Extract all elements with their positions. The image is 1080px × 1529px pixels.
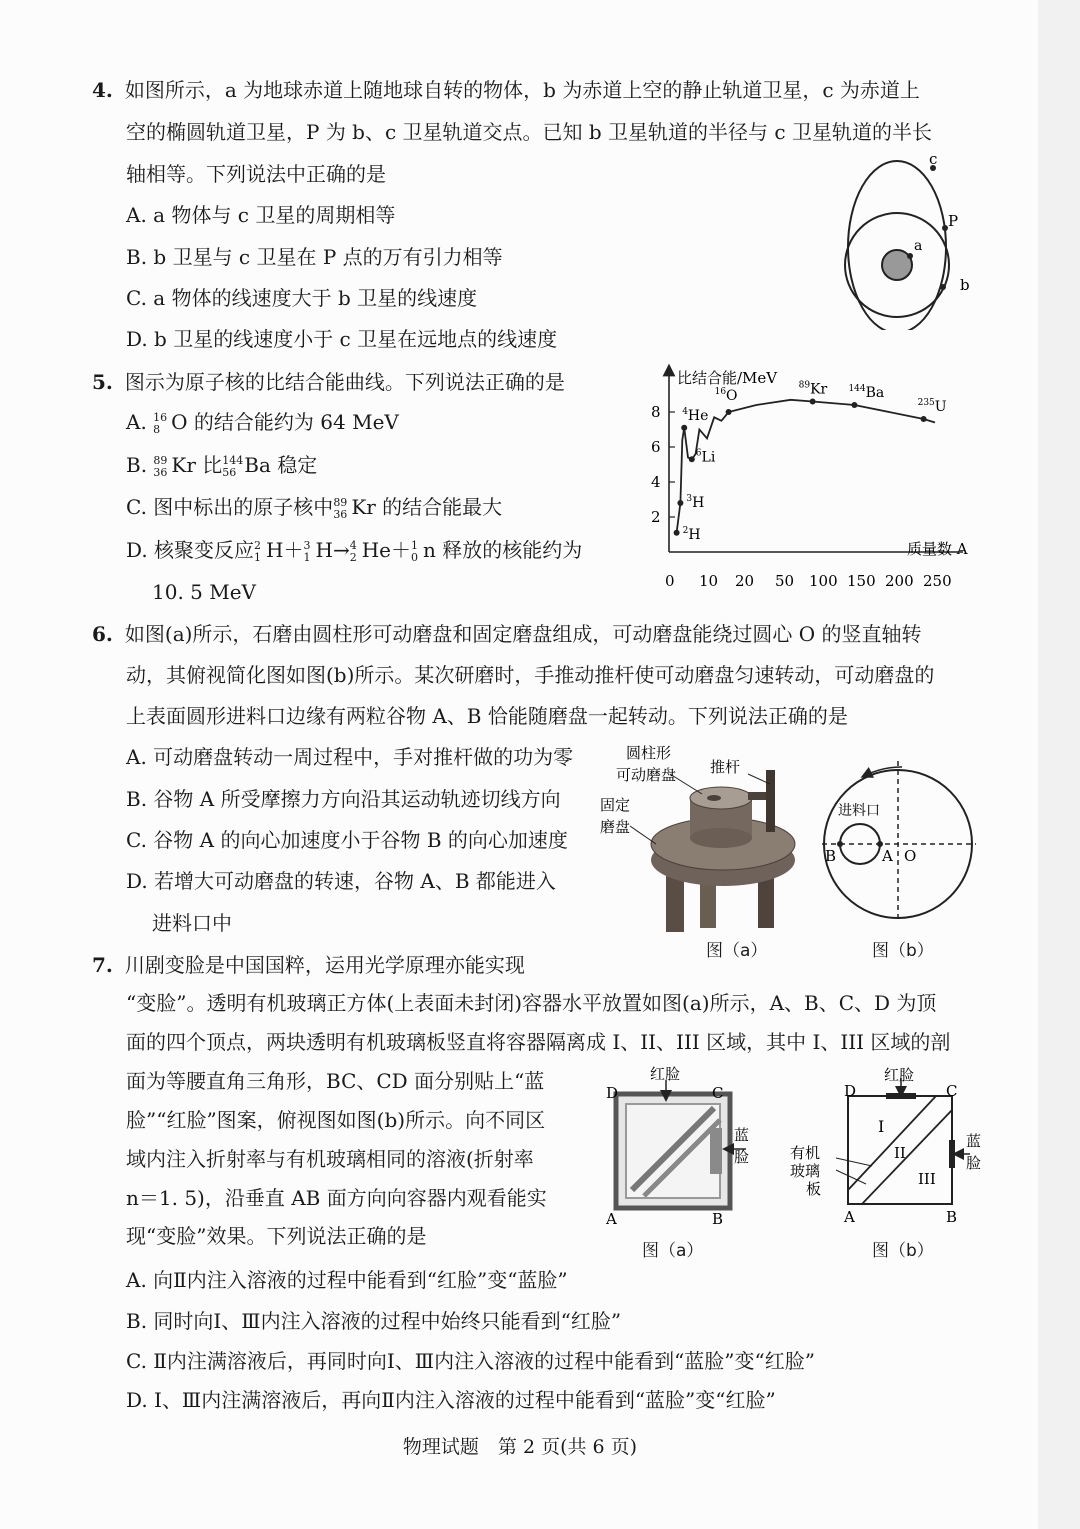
label-a: A: [882, 847, 893, 865]
label-d: D: [606, 1084, 619, 1102]
label-b: B: [712, 1210, 724, 1228]
isotope-symbol: H: [692, 495, 705, 511]
label-c: C: [946, 1082, 958, 1100]
isotope-symbol: He: [687, 407, 709, 424]
push-rod: [766, 770, 775, 832]
q4-option-c: C. a 物体的线速度大于 b 卫星的线速度: [126, 286, 478, 310]
feed-inlet: [707, 795, 721, 801]
x-tick-label: 150: [847, 572, 876, 590]
q7-stem-4: 面为等腰直角三角形，BC、CD 面分别贴上“蓝: [126, 1069, 545, 1093]
q7-stem-2: “变脸”。透明有机玻璃正方体(上表面未封闭)容器水平放置如图(a)所示，A、B、C、D 为顶: [126, 991, 937, 1015]
y-tick-label: 2: [651, 508, 661, 526]
q6-line-1: [92, 622, 922, 646]
q6-option-c: C. 谷物 A 的向心加速度小于谷物 B 的向心加速度: [126, 828, 568, 852]
page-edge: [1038, 0, 1080, 1529]
q7-figure-a-caption: 图（a）: [642, 1241, 704, 1261]
q4-line-1: [92, 78, 920, 102]
isotope-mass: 3: [686, 494, 693, 504]
q6-option-d: D. 若增大可动磨盘的转速，谷物 A、B 都能进入: [126, 869, 556, 893]
q6-number: 6.: [92, 622, 113, 646]
q5-option-b: B. 89 36 Kr 比 144 56 Ba 稳定: [126, 453, 318, 479]
label-blue-1: 蓝: [966, 1132, 982, 1150]
q7-stem-8: 现“变脸”效果。下列说法正确的是: [126, 1224, 427, 1248]
label-push-rod: 推杆: [710, 758, 741, 776]
q7-number: 7.: [92, 953, 113, 977]
q7-option-b: B. 同时向Ⅰ、Ⅲ内注入溶液的过程中始终只能看到“红脸”: [126, 1309, 622, 1333]
q6-stem-3: 上表面圆形进料口边缘有两粒谷物 A、B 恰能随磨盘一起转动。下列说法正确的是: [126, 704, 848, 728]
isotope-mass: 16: [714, 387, 727, 397]
label-p: P: [948, 212, 959, 230]
data-point-89Kr: [810, 399, 816, 405]
data-label-4He: [682, 407, 708, 424]
x-tick-label: 50: [775, 572, 795, 590]
label-c: C: [712, 1084, 724, 1102]
binding-energy-curve: [677, 400, 935, 533]
q4-stem-1: 如图所示，a 为地球赤道上随地球自转的物体，b 为赤道上空的静止轨道卫星，c 为赤道上: [124, 78, 920, 102]
isotope-mass: 144: [848, 384, 866, 394]
y-tick-label: 6: [651, 438, 661, 456]
data-label-235U: [918, 398, 947, 415]
q6-stem-2: 动，其俯视简化图如图(b)所示。某次研磨时，手推动推杆使可动磨盘匀速转动，可动磨盘的: [126, 663, 935, 687]
data-point-1H: [674, 530, 680, 536]
x-tick-label: 0: [665, 572, 675, 590]
isotope-mass: 6: [695, 448, 702, 459]
region-ii-label: II: [894, 1144, 906, 1162]
isotope-symbol: Li: [701, 449, 716, 466]
label-b: B: [825, 847, 837, 865]
label-blue-2: 脸: [966, 1154, 982, 1172]
label-blue-2: 脸: [734, 1148, 750, 1166]
q5-option-d-line2: 10. 5 MeV: [152, 580, 257, 604]
q6-option-b: B. 谷物 A 所受摩擦力方向沿其运动轨迹切线方向: [126, 787, 561, 811]
q7-option-d: D. Ⅰ、Ⅲ内注满溶液后，再向Ⅱ内注入溶液的过程中能看到“蓝脸”变“红脸”: [126, 1388, 776, 1412]
x-axis-label: 质量数 A: [907, 540, 968, 558]
data-point-3H: [677, 500, 683, 506]
face-container-top-view: [786, 1066, 990, 1231]
point-b: [940, 284, 946, 290]
data-label-6Li: [696, 448, 716, 465]
label-cylindrical: 圆柱形: [626, 744, 672, 762]
label-blue-1: 蓝: [734, 1126, 750, 1144]
data-point-4He: [681, 425, 687, 431]
q5-option-a: A. 16 8 O 的结合能约为 64 MeV: [126, 410, 399, 436]
movable-stone-bottom: [690, 828, 752, 848]
label-fixed-stone: 磨盘: [600, 818, 631, 836]
q6-stem-1: 如图(a)所示，石磨由圆柱形可动磨盘和固定磨盘组成，可动磨盘能绕过圆心 O 的竖直轴转: [124, 622, 922, 646]
label-a: A: [606, 1210, 617, 1228]
isotope-symbol: O: [726, 388, 738, 404]
q7-stem-1: 川剧变脸是中国国粹，运用光学原理亦能实现: [124, 953, 525, 977]
label-glass-2: 玻璃: [790, 1162, 821, 1180]
region-iii-label: III: [918, 1170, 936, 1188]
label-inlet: 进料口: [838, 803, 880, 819]
data-point-16O: [726, 409, 732, 415]
isotope-mass: 4: [682, 406, 688, 417]
binding-energy-chart: [645, 362, 995, 597]
q4-option-d: D. b 卫星的线速度小于 c 卫星在远地点的线速度: [126, 327, 558, 351]
millstone-top-view: [820, 755, 980, 925]
isotope-mass: 235: [917, 398, 935, 408]
x-tick-label: 200: [885, 572, 914, 590]
grain-b: [837, 841, 843, 847]
data-point-144Ba: [851, 402, 857, 408]
q4-orbit-figure: [840, 150, 990, 330]
blue-face-sticker: [949, 1140, 955, 1168]
label-glass-1: 有机: [790, 1144, 821, 1162]
q7-figure-b-caption: 图（b）: [872, 1241, 934, 1261]
label-a: A: [844, 1208, 855, 1226]
region-i-label: I: [878, 1117, 885, 1136]
page-footer: 物理试题 第 2 页(共 6 页): [402, 1436, 638, 1458]
q6-figure-a-caption: 图（a）: [706, 941, 768, 961]
y-tick-label: 8: [651, 403, 661, 421]
q6-option-d-line2: 进料口中: [152, 911, 232, 935]
data-point-6Li: [689, 456, 695, 462]
q7-stem-3: 面的四个顶点，两块透明有机玻璃板竖直将容器隔离成 I、II、III 区域，其中 I、III 区域的剖: [126, 1030, 951, 1054]
q5-number: 5.: [92, 370, 113, 394]
point-a: [907, 253, 913, 259]
millstone-photo: [598, 740, 813, 940]
q4-option-a: A. a 物体与 c 卫星的周期相等: [126, 203, 396, 227]
label-movable-stone: 可动磨盘: [616, 766, 677, 784]
q5-stem: 图示为原子核的比结合能曲线。下列说法正确的是: [124, 370, 565, 394]
x-tick-label: 250: [923, 572, 952, 590]
q7-stem-6: 域内注入折射率与有机玻璃相同的溶液(折射率: [126, 1147, 534, 1171]
y-tick-label: 4: [651, 473, 661, 491]
isotope-symbol: Kr: [810, 381, 828, 398]
label-fixed: 固定: [600, 796, 631, 814]
x-tick-label: 100: [809, 572, 838, 590]
face-container-photo: [604, 1066, 764, 1231]
label-o: O: [904, 847, 917, 865]
label-red-face: 红脸: [650, 1066, 681, 1083]
q7-option-c: C. Ⅱ内注满溶液后，再同时向Ⅰ、Ⅲ内注入溶液的过程中能看到“蓝脸”变“红脸”: [126, 1349, 815, 1373]
q4-option-b: B. b 卫星与 c 卫星在 P 点的万有引力相等: [126, 245, 503, 269]
q6-figure-b-caption: 图（b）: [872, 941, 934, 961]
data-label-3H: [686, 494, 704, 511]
red-face-sticker: [886, 1093, 916, 1099]
blue-face-sticker: [710, 1128, 722, 1174]
label-b: B: [946, 1208, 958, 1226]
isotope-mass: 89: [798, 380, 811, 391]
q7-stem-5: 脸”“红脸”图案，俯视图如图(b)所示。向不同区: [126, 1108, 546, 1132]
label-b: b: [960, 276, 970, 294]
data-point-235U: [921, 416, 927, 422]
x-tick-label: 10: [699, 572, 719, 590]
data-label-89Kr: [799, 381, 828, 398]
y-axis-label: 比结合能/MeV: [677, 369, 778, 387]
q7-line-1: [92, 953, 525, 977]
q4-stem-2: 空的椭圆轨道卫星，P 为 b、c 卫星轨道交点。已知 b 卫星轨道的半径与 c 卫星轨道的半长: [126, 120, 932, 144]
data-label-144Ba: [848, 384, 884, 401]
label-red-face: 红脸: [884, 1066, 915, 1084]
q4-stem-3: 轴相等。下列说法中正确的是: [126, 162, 386, 186]
glass-plate-2: [862, 1110, 952, 1204]
isotope-symbol: U: [934, 399, 947, 415]
x-tick-label: 20: [735, 572, 755, 590]
label-glass-3: 板: [806, 1180, 822, 1198]
q7-option-a: A. 向Ⅱ内注入溶液的过程中能看到“红脸”变“蓝脸”: [126, 1268, 568, 1292]
q5-line-1: [92, 370, 565, 394]
q6-option-a: A. 可动磨盘转动一周过程中，手对推杆做的功为零: [126, 745, 574, 769]
q7-stem-7: n＝1. 5)，沿垂直 AB 面方向向容器内观看能实: [126, 1186, 547, 1210]
data-label-1H: [683, 526, 701, 543]
q4-number: 4.: [92, 78, 113, 102]
q5-option-c: C. 图中标出的原子核中 89 36 Kr 的结合能最大: [126, 495, 503, 521]
isotope-mass: 2: [682, 525, 689, 536]
isotope-symbol: Ba: [865, 385, 885, 401]
label-d: D: [844, 1082, 857, 1100]
label-c: c: [929, 150, 938, 168]
isotope-symbol: H: [688, 526, 701, 543]
data-label-16O: [715, 387, 738, 404]
label-a: a: [914, 238, 923, 254]
q5-option-d: D. 核聚变反应 2 1 H＋ 3 1 H→ 4 2 He＋ 1 0 n 释放的核能约为: [126, 538, 583, 564]
